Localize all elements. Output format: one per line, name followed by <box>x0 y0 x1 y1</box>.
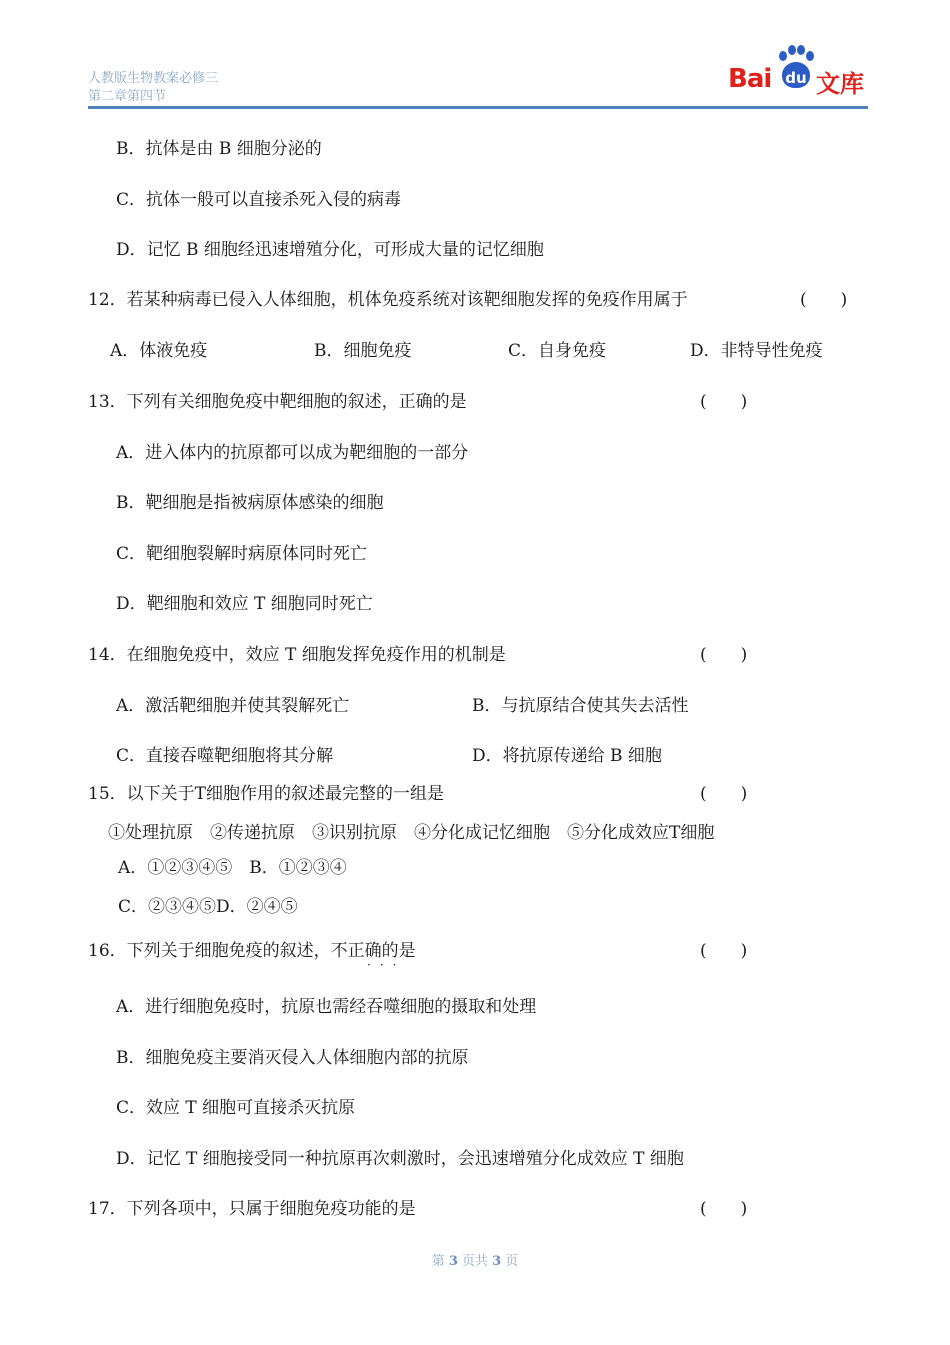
answer-blank: ( ) <box>700 784 748 804</box>
baidu-wenku-logo <box>726 44 868 98</box>
option-d: D．记忆 T 细胞接受同一种抗原再次刺激时，会迅速增殖分化成效应 T 细胞 <box>116 1149 684 1169</box>
option-b: B．靶细胞是指被病原体感染的细胞 <box>116 493 384 513</box>
question-17: 17．下列各项中，只属于细胞免疫功能的是 <box>88 1199 416 1219</box>
header-section: 第二章第四节 <box>88 89 167 104</box>
logo-bai-text: Bai <box>728 64 772 94</box>
option-b: B．细胞免疫 <box>314 341 412 361</box>
answer-blank: ( ) <box>700 392 748 412</box>
footer-middle: 页共 <box>457 1254 493 1269</box>
option-line: C．抗体一般可以直接杀死入侵的病毒 <box>116 190 402 210</box>
option-d: D．靶细胞和效应 T 细胞同时死亡 <box>116 594 373 614</box>
option-ab: A．①②③④⑤ B．①②③④ <box>118 858 347 878</box>
option-line: D．记忆 B 细胞经迅速增殖分化，可形成大量的记忆细胞 <box>116 240 544 260</box>
paw-toe <box>806 51 814 61</box>
option-b: B．与抗原结合使其失去活性 <box>472 696 689 716</box>
option-c: C．直接吞噬靶细胞将其分解 <box>116 746 334 766</box>
option-d: D．将抗原传递给 B 细胞 <box>472 746 662 766</box>
option-a: A．体液免疫 <box>110 341 208 361</box>
current-page-number: 3 <box>448 1254 458 1269</box>
document-header <box>88 70 218 106</box>
question-13: 13．下列有关细胞免疫中靶细胞的叙述，正确的是 <box>88 392 467 412</box>
logo-wenku-text: 文库 <box>816 70 864 98</box>
option-b: B．细胞免疫主要消灭侵入人体细胞内部的抗原 <box>116 1048 469 1068</box>
question-14: 14．在细胞免疫中，效应 T 细胞发挥免疫作用的机制是 <box>88 645 506 665</box>
question-16: 16．下列关于细胞免疫的叙述，不正确的是 <box>88 941 416 961</box>
footer-suffix: 页 <box>501 1254 519 1269</box>
total-pages-number: 3 <box>492 1254 502 1269</box>
paw-toe <box>779 51 787 61</box>
answer-blank: ( ) <box>700 645 748 665</box>
option-c: C．自身免疫 <box>508 341 607 361</box>
question-12: 12．若某种病毒已侵入人体细胞，机体免疫系统对该靶细胞发挥的免疫作用属于 <box>88 290 688 310</box>
logo-du-text: du <box>785 69 807 87</box>
answer-blank: ( ) <box>700 1199 748 1219</box>
option-cd: C．②③④⑤D．②④⑤ <box>118 897 298 917</box>
option-d: D．非特导性免疫 <box>690 341 823 361</box>
page-footer <box>0 1250 950 1269</box>
paw-toe <box>788 45 796 55</box>
paw-toe <box>797 45 805 55</box>
option-line: B．抗体是由 B 细胞分泌的 <box>116 139 322 159</box>
option-c: C．效应 T 细胞可直接杀灭抗原 <box>116 1098 356 1118</box>
question-15: 15．以下关于T细胞作用的叙述最完整的一组是 <box>88 784 444 804</box>
answer-blank: ( ) <box>700 941 748 961</box>
footer-prefix: 第 <box>431 1254 449 1269</box>
statement-list: ①处理抗原 ②传递抗原 ③识别抗原 ④分化成记忆细胞 ⑤分化成效应T细胞 <box>108 823 715 843</box>
option-a: A．进入体内的抗原都可以成为靶细胞的一部分 <box>116 443 469 463</box>
emphasis-dots: ··· <box>367 958 406 972</box>
option-c: C．靶细胞裂解时病原体同时死亡 <box>116 544 368 564</box>
answer-blank: ( ) <box>800 290 848 310</box>
header-course: 人教版生物教案必修三 <box>88 71 219 86</box>
option-a: A．激活靶细胞并使其裂解死亡 <box>116 696 350 716</box>
option-a: A．进行细胞免疫时，抗原也需经吞噬细胞的摄取和处理 <box>116 997 537 1017</box>
header-divider <box>88 106 868 109</box>
